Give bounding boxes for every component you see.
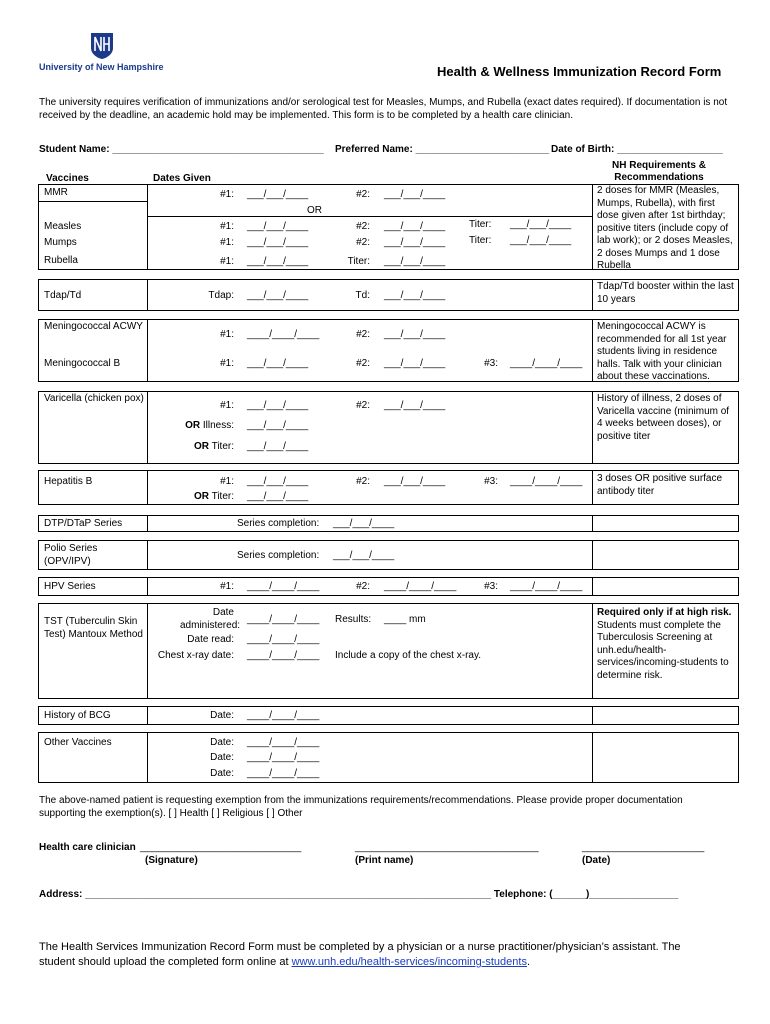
mumps-2-label: #2: [356,237,370,248]
other-vaccines-label: Other Vaccines [44,737,112,748]
polio-series-label: Series completion: [237,550,320,561]
divider [592,706,593,725]
bcg-section [38,706,739,725]
hepb-titer-field[interactable]: ___/___/____ [247,491,309,502]
menb-2-label: #2: [356,358,370,369]
tst-date-administered-label: Date administered: [180,607,241,631]
signature-line[interactable]: _____________________________ [140,842,302,853]
hpv-1-label: #1: [220,581,234,592]
other-date-1-field[interactable]: ____/____/____ [247,737,320,748]
divider [147,515,148,532]
varicella-1-date-field[interactable]: ___/___/____ [247,400,309,411]
intro-text: The university requires verification of immunizations and/or serological test for Measles, Mumps, and Rubella (exact dates required). If documentation is not received by the deadline, an academic hold may be implemented. This form is to be completed by a health care clinician. [39,97,728,121]
mmr-1-label: #1: [220,189,234,200]
tdap-date-field[interactable]: ___/___/____ [247,290,309,301]
divider [147,470,148,505]
tdap-date-label: Tdap: [208,290,234,301]
measles-1-label: #1: [220,221,234,232]
hepb-3-date-field[interactable]: ____/____/____ [510,476,583,487]
hpv-label: HPV Series [44,581,96,592]
menb-1-date-field[interactable]: ___/___/____ [247,358,309,369]
hepb-2-date-field[interactable]: ___/___/____ [384,476,446,487]
varicella-requirement: History of illness, 2 doses of Varicella vaccine (minimum of 4 weeks between doses), or positive titer [597,393,730,442]
acwy-1-label: #1: [220,329,234,340]
date-line[interactable]: ______________________ [582,842,705,853]
hepatitis-b-requirement: 3 doses OR positive surface antibody titer [597,473,723,497]
rubella-titer-label: Titer: [347,256,370,267]
bcg-label: History of BCG [44,710,111,721]
td-date-label: Td: [355,290,370,301]
mmr-requirement: 2 doses for MMR (Measles, Mumps, Rubella), with first dose given after 1st birthday; positive titers (include copy of lab work); or 2 doses Measles, 2 doses Mumps and 1 dose Rubella [597,185,733,271]
incoming-students-link[interactable]: www.unh.edu/health-services/incoming-students [291,956,527,968]
chest-xray-note: Include a copy of the chest x-ray. [335,650,482,661]
preferred-name-field[interactable]: Preferred Name: ________________________ [335,144,550,155]
unh-shield-icon [90,32,114,60]
acwy-2-date-field[interactable]: ___/___/____ [384,329,446,340]
varicella-illness-label: OR Illness: [185,420,234,431]
divider [592,391,593,464]
hepatitis-b-label: Hepatitis B [44,476,93,487]
rubella-label: Rubella [44,255,78,266]
print-name-caption: (Print name) [355,855,414,866]
varicella-titer-label: OR Titer: [193,441,234,452]
signature-caption: (Signature) [145,855,198,866]
tst-results-label: Results: [335,614,372,625]
form-title: Health & Wellness Immunization Record Form [437,64,722,79]
divider [38,201,147,202]
hpv-2-label: #2: [356,581,370,592]
menb-2-date-field[interactable]: ___/___/____ [384,358,446,369]
exemption-text: The above-named patient is requesting exemption from the immunizations requirements/recommendations. Please provide proper documentation supporting the exemption(s). [ ] Health [ ] Religious [ ] Other [39,795,683,819]
tdap-label: Tdap/Td [44,290,82,301]
mumps-label: Mumps [44,237,77,248]
rubella-1-date-field[interactable]: ___/___/____ [247,256,309,267]
measles-1-date-field[interactable]: ___/___/____ [247,221,309,232]
measles-titer-label: Titer: [469,219,492,230]
divider [592,279,593,311]
polio-label: Polio Series (OPV/IPV) [44,543,98,567]
meningococcal-requirement: Meningococcal ACWY is recommended for all 1st year students living in residence halls. Talk with your clinician about these vaccinations. [597,321,727,382]
divider [592,540,593,570]
hpv-3-label: #3: [484,581,498,592]
divider [592,515,593,532]
rubella-1-label: #1: [220,256,234,267]
mumps-titer-field[interactable]: ___/___/____ [510,235,572,246]
other-vaccines-section [38,732,739,783]
menb-1-label: #1: [220,358,234,369]
acwy-2-label: #2: [356,329,370,340]
date-caption: (Date) [582,855,611,866]
varicella-2-label: #2: [356,400,370,411]
dtp-series-label: Series completion: [237,518,320,529]
footer-text: The Health Services Immunization Record Form must be completed by a physician or a nurse practitioner/physician’s assistant. The student should upload the completed form online at www.unh.edu/health-services/incoming-students. [39,941,681,968]
hepb-1-label: #1: [220,476,234,487]
bcg-date-field[interactable]: ____/____/____ [247,710,320,721]
chest-xray-date-label: Chest x-ray date: [157,650,234,661]
meningococcal-acwy-label: Meningococcal ACWY [44,321,143,332]
hpv-2-date-field[interactable]: ____/____/____ [384,581,457,592]
divider [592,470,593,505]
varicella-titer-field[interactable]: ___/___/____ [247,441,309,452]
varicella-label: Varicella (chicken pox) [44,393,144,404]
hepb-1-date-field[interactable]: ___/___/____ [247,476,309,487]
divider [592,319,593,382]
print-name-line[interactable]: _________________________________ [355,842,539,853]
divider [147,216,592,217]
hpv-1-date-field[interactable]: ____/____/____ [247,581,320,592]
chest-xray-date-field[interactable]: ____/____/____ [247,650,320,661]
other-date-3-field[interactable]: ____/____/____ [247,768,320,779]
varicella-illness-field[interactable]: ___/___/____ [247,420,309,431]
tst-results-mm-field[interactable]: ____ mm [384,614,426,625]
tst-date-read-label: Date read: [187,634,234,645]
divider [147,540,148,570]
rubella-titer-field[interactable]: ___/___/____ [384,256,446,267]
hpv-3-date-field[interactable]: ____/____/____ [510,581,583,592]
measles-2-label: #2: [356,221,370,232]
divider [592,577,593,596]
acwy-1-date-field[interactable]: ____/____/____ [247,329,320,340]
other-date-3-label: Date: [210,768,234,779]
divider [592,184,593,270]
address-telephone-line[interactable]: Address: _________________________________________________________________________ Telephone: (______)________________ [39,889,679,900]
col-nh-requirements: NH Requirements & Recommendations [612,160,706,183]
other-date-1-label: Date: [210,737,234,748]
menb-3-date-field[interactable]: ____/____/____ [510,358,583,369]
mmr-2-label: #2: [356,189,370,200]
td-date-field[interactable]: ___/___/____ [384,290,446,301]
dtp-series-date-field[interactable]: ___/___/____ [333,518,395,529]
other-date-2-label: Date: [210,752,234,763]
varicella-1-label: #1: [220,400,234,411]
measles-label: Measles [44,221,82,232]
meningococcal-b-label: Meningococcal B [44,358,121,369]
col-dates-given: Dates Given [153,173,211,184]
divider [147,391,148,464]
tst-administered-date-field[interactable]: ____/____/____ [247,614,320,625]
mumps-1-date-field[interactable]: ___/___/____ [247,237,309,248]
divider [147,319,148,382]
tst-label: TST (Tuberculin Skin Test) Mantoux Method [44,616,143,640]
dtp-label: DTP/DTaP Series [44,518,123,529]
bcg-date-label: Date: [210,710,234,721]
date-of-birth-field[interactable]: Date of Birth: ___________________ [551,144,723,155]
measles-titer-field[interactable]: ___/___/____ [510,219,572,230]
mumps-titer-label: Titer: [469,235,492,246]
mmr-2-date-field[interactable]: ___/___/____ [384,189,446,200]
divider [147,706,148,725]
menb-3-label: #3: [484,358,498,369]
hepb-titer-label: OR Titer: [193,491,234,502]
polio-series-date-field[interactable]: ___/___/____ [333,550,395,561]
clinician-label: Health care clinician [39,842,136,853]
tdap-requirement: Tdap/Td booster within the last 10 years [597,281,734,305]
divider [147,279,148,311]
divider [147,603,148,699]
divider [147,577,148,596]
divider [147,732,148,783]
other-date-2-field[interactable]: ____/____/____ [247,752,320,763]
measles-2-date-field[interactable]: ___/___/____ [384,221,446,232]
tst-requirement: Required only if at high risk. Students must complete the Tuberculosis Screening at unh.edu/health-services/incoming-students to determine risk. [597,607,732,681]
divider [147,184,148,270]
or-divider-text: OR [307,205,322,216]
mumps-1-label: #1: [220,237,234,248]
mmr-label: MMR [44,187,68,198]
divider [592,603,593,699]
tst-date-read-field[interactable]: ____/____/____ [247,634,320,645]
divider [592,732,593,783]
hepb-3-label: #3: [484,476,498,487]
student-name-field[interactable]: Student Name: ______________________________________ [39,144,324,155]
mumps-2-date-field[interactable]: ___/___/____ [384,237,446,248]
university-name: University of New Hampshire [39,62,164,72]
col-vaccines: Vaccines [46,173,89,184]
hepb-2-label: #2: [356,476,370,487]
mmr-1-date-field[interactable]: ___/___/____ [247,189,309,200]
varicella-2-date-field[interactable]: ___/___/____ [384,400,446,411]
unh-logo [90,32,114,60]
